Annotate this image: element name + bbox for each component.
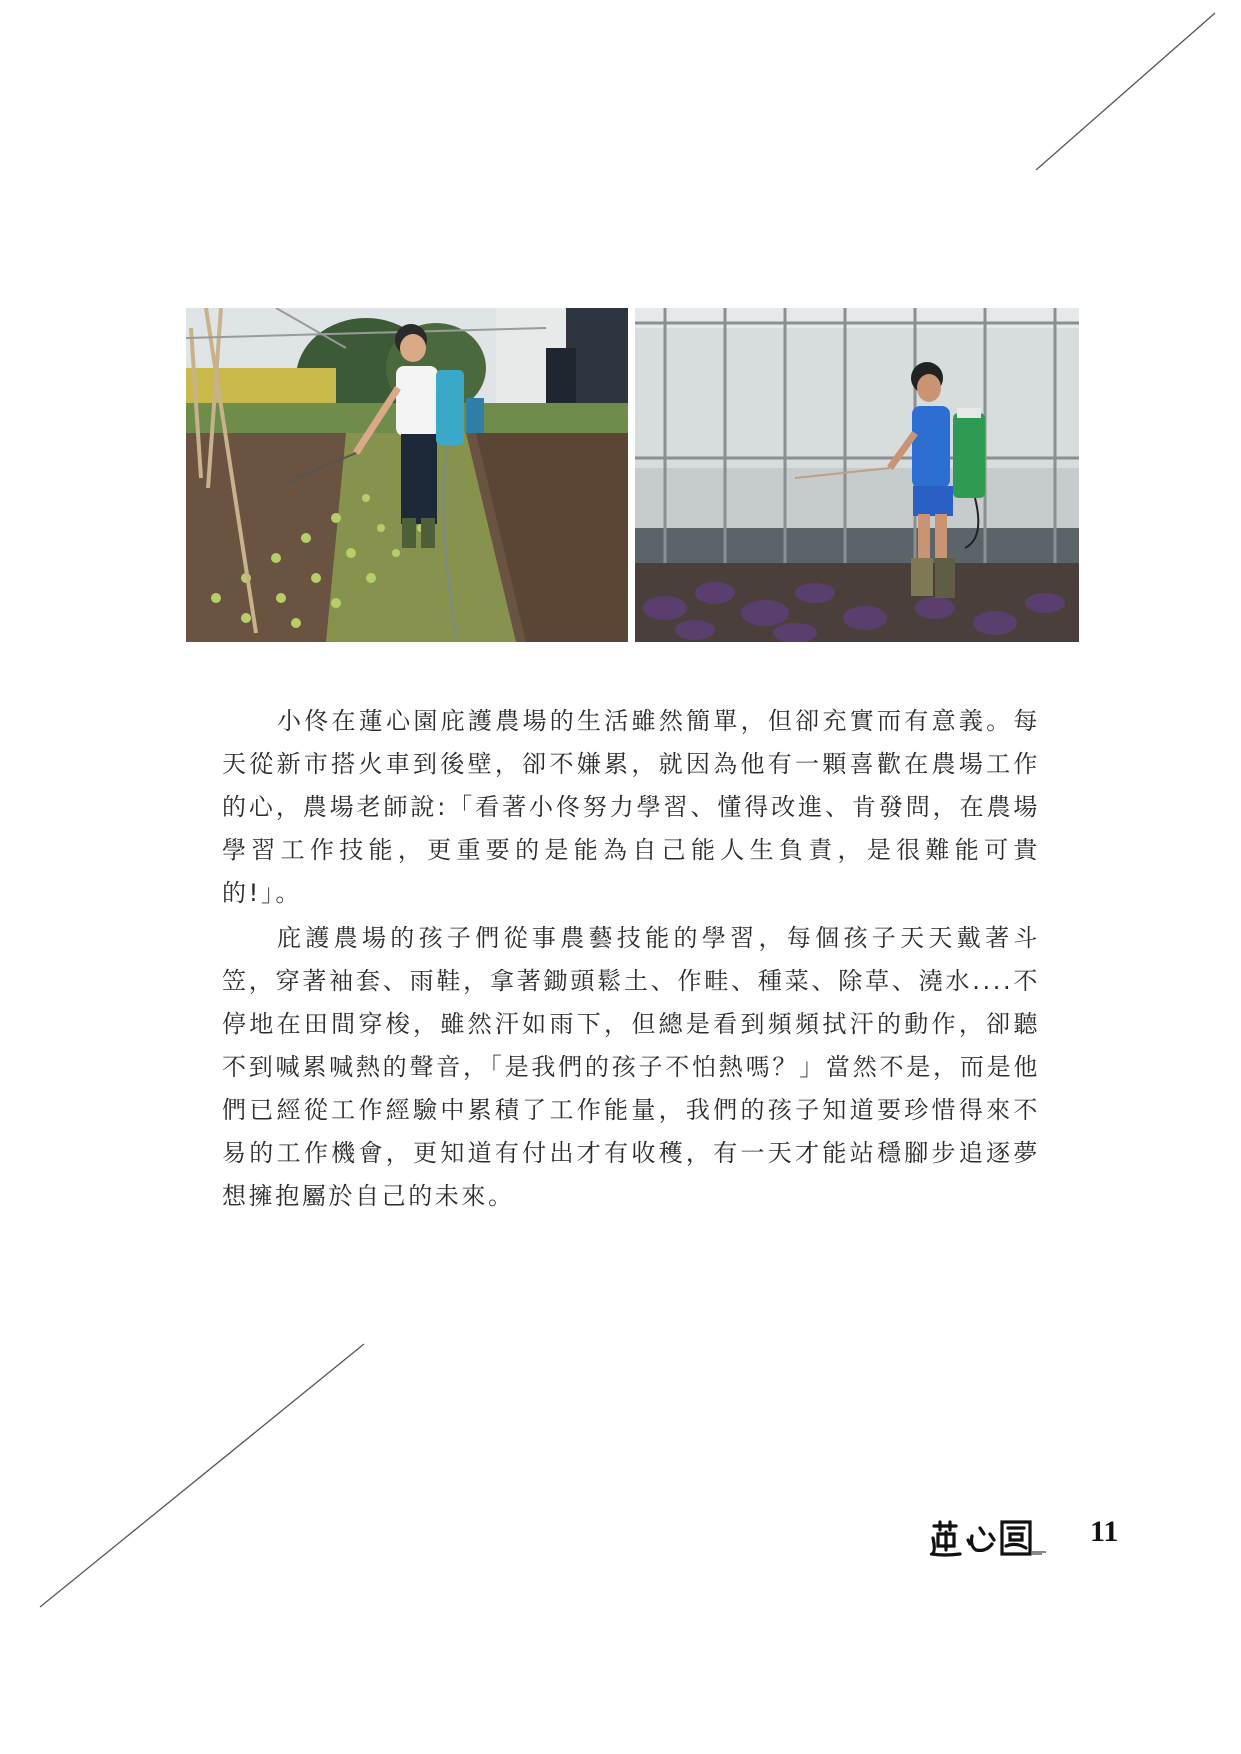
page-number: 11	[1090, 1515, 1119, 1548]
brand-logo	[930, 1516, 1048, 1560]
photo-field-spraying	[186, 308, 628, 642]
article-paragraph-1: 小佟在蓮心園庇護農場的生活雖然簡單，但卻充實而有意義。每天從新市搭火車到後壁，卻不嫌累，就因為他有一顆喜歡在農場工作的心，農場老師說:「看著小佟努力學習、懂得改進、肯發問，在農場學習工作技能，更重要的是能為自己能人生負責，是很難能可貴的!」。	[222, 707, 1040, 907]
article-paragraph-2: 庇護農場的孩子們從事農藝技能的學習，每個孩子天天戴著斗笠，穿著袖套、雨鞋，拿著鋤頭鬆土、作畦、種菜、除草、澆水....不停地在田間穿梭，雖然汗如雨下，但總是看到頻頻拭汗的動作，卻聽不到喊累喊熱的聲音，「是我們的孩子不怕熱嗎？」當然不是，而是他們已經從工作經驗中累積了工作能量，我們的孩子知道要珍惜得來不易的工作機會，更知道有付出才有收穫，有一天才能站穩腳步追逐夢想擁抱屬於自己的未來。	[222, 924, 1040, 1210]
photo-greenhouse-spraying	[635, 308, 1079, 642]
